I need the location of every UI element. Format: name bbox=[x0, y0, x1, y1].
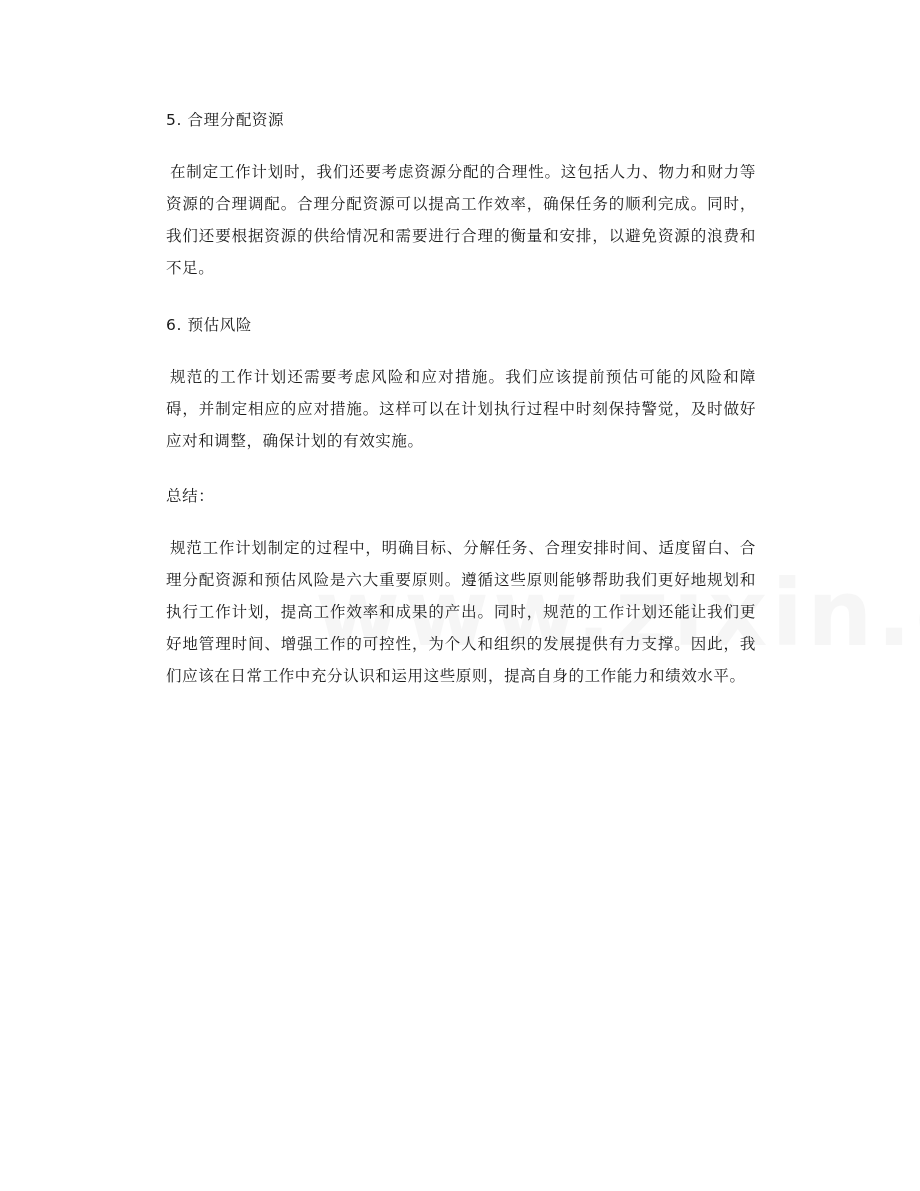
section-heading-summary: 总结： bbox=[166, 487, 215, 505]
section-paragraph-resource-allocation: 在制定工作计划时，我们还要考虑资源分配的合理性。这包括人力、物力和财力等资源的合理调配。合理分配资源可以提高工作效率，确保任务的顺利完成。同时，我们还要根据资源的供给情况和需要进行合理的衡量和安排，以避免资源的浪费和不足。 bbox=[166, 163, 756, 277]
section-paragraph-summary: 规范工作计划制定的过程中，明确目标、分解任务、合理安排时间、适度留白、合理分配资源和预估风险是六大重要原则。遵循这些原则能够帮助我们更好地规划和执行工作计划，提高工作效率和成果的产出。同时，规范的工作计划还能让我们更好地管理时间、增强工作的可控性，为个人和组织的发展提供有力支撑。因此，我们应该在日常工作中充分认识和运用这些原则，提高自身的工作能力和绩效水平。 bbox=[166, 539, 756, 685]
section-heading-resource-allocation: 5. 合理分配资源 bbox=[166, 111, 285, 129]
section-paragraph-risk-estimation: 规范的工作计划还需要考虑风险和应对措施。我们应该提前预估可能的风险和障碍，并制定相应的应对措施。这样可以在计划执行过程中时刻保持警觉，及时做好应对和调整，确保计划的有效实施。 bbox=[166, 368, 756, 450]
section-heading-risk-estimation: 6. 预估风险 bbox=[166, 316, 252, 334]
